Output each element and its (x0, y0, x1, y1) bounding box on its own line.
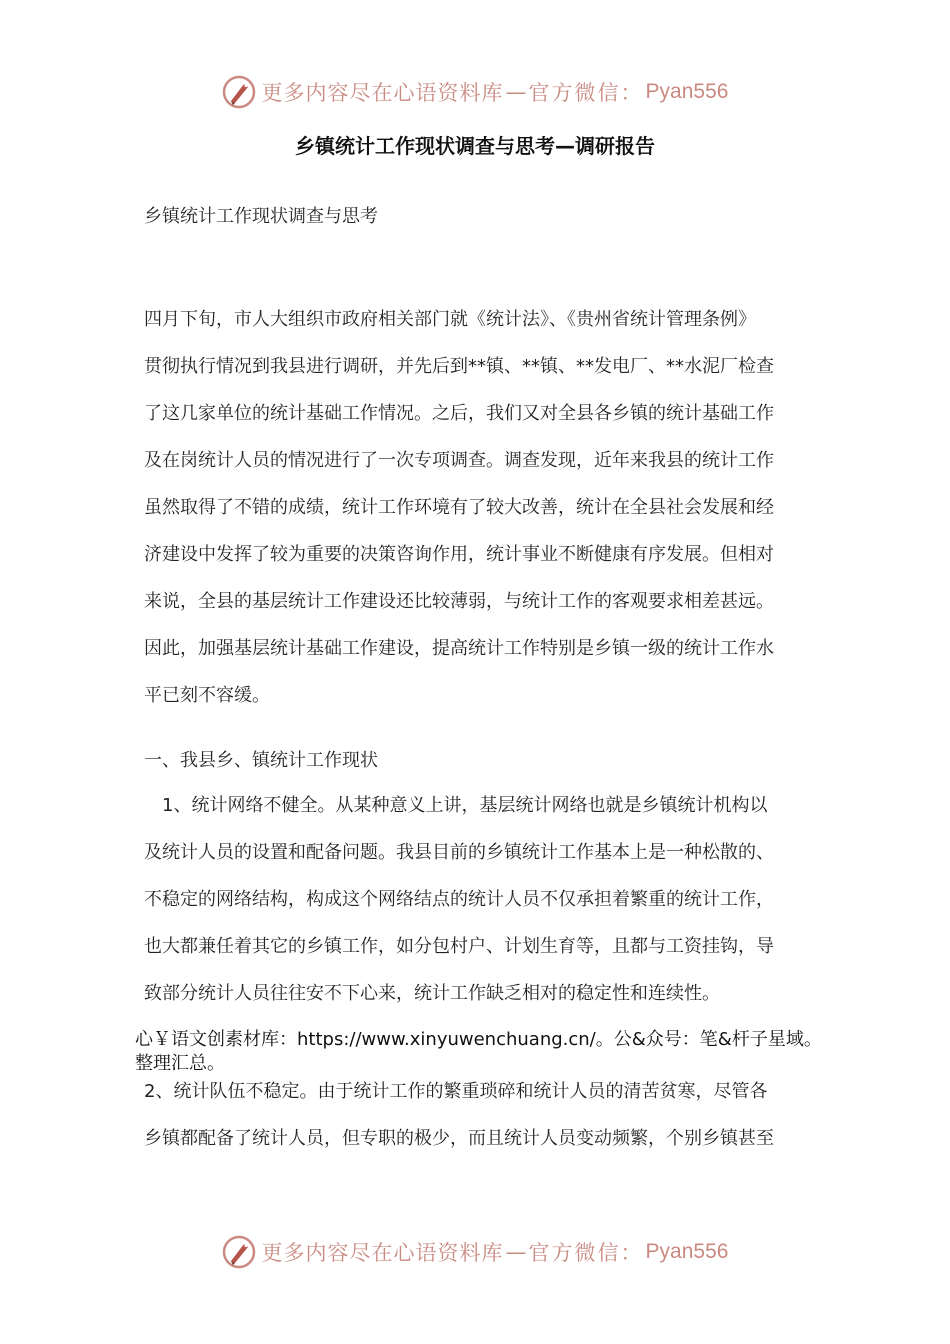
footer-banner (0, 1232, 950, 1272)
paragraph-line: 贯彻执行情况到我县进行调研，并先后到**镇、**镇、**发电厂、**水泥厂检查 (144, 356, 774, 377)
paragraph-line: 不稳定的网络结构，构成这个网络结点的统计人员不仅承担着繁重的统计工作， (144, 889, 774, 910)
paragraph-line: 2、统计队伍不稳定。由于统计工作的繁重琐碎和统计人员的清苦贫寒，尽管各 (144, 1081, 768, 1102)
paragraph-line: 因此，加强基层统计基础工作建设，提高统计工作特别是乡镇一级的统计工作水 (144, 638, 774, 659)
point-1-paragraph (144, 782, 824, 1017)
document-subtitle: 乡镇统计工作现状调查与思考 (144, 206, 378, 227)
header-banner (0, 72, 950, 112)
pen-logo-icon (222, 1235, 256, 1269)
paragraph-line: 及统计人员的设置和配备问题。我县目前的乡镇统计工作基本上是一种松散的、 (144, 842, 774, 863)
paragraph-line: 平已刻不容缓。 (144, 685, 270, 706)
paragraph-line: 也大都兼任着其它的乡镇工作，如分包村户、计划生育等，且都与工资挂钩，导 (144, 936, 774, 957)
banner-site-text: 更多内容尽在心语资料库 (261, 1241, 504, 1265)
paragraph-line: 虽然取得了不错的成绩，统计工作环境有了较大改善，统计在全县社会发展和经 (144, 497, 774, 518)
section-heading: 一、我县乡、镇统计工作现状 (144, 750, 378, 771)
paragraph-line: 致部分统计人员往往安不下心来，统计工作缺乏相对的稳定性和连续性。 (144, 983, 720, 1004)
paragraph-line: 济建设中发挥了较为重要的决策咨询作用，统计事业不断健康有序发展。但相对 (144, 544, 774, 565)
paragraph-line: 乡镇都配备了统计人员，但专职的极少，而且统计人员变动频繁，个别乡镇甚至 (144, 1128, 774, 1149)
pen-logo-icon (222, 75, 256, 109)
promo-text: 心￥语文创素材库：https://www.xinyuwenchuang.cn/。公&众号：笔&杆子星域。整理汇总。 (135, 1029, 822, 1074)
paragraph-line: 及在岗统计人员的情况进行了一次专项调查。调查发现，近年来我县的统计工作 (144, 450, 774, 471)
banner-wechat-label: 官方微信： (528, 81, 644, 105)
banner-wechat-id: Pyan556 (645, 80, 729, 103)
banner-separator: — (505, 1240, 527, 1264)
banner-separator: — (505, 80, 527, 104)
banner-site-text: 更多内容尽在心语资料库 (261, 81, 504, 105)
point-2-paragraph (144, 1068, 824, 1162)
banner-wechat-label: 官方微信： (528, 1241, 644, 1265)
paragraph-line: 来说，全县的基层统计工作建设还比较薄弱，与统计工作的客观要求相差甚远。 (144, 591, 774, 612)
paragraph-line: 了这几家单位的统计基础工作情况。之后，我们又对全县各乡镇的统计基础工作 (144, 403, 774, 424)
intro-paragraph (144, 296, 824, 719)
document-title: 乡镇统计工作现状调查与思考—调研报告 (295, 134, 655, 158)
paragraph-line: 四月下旬，市人大组织市政府相关部门就《统计法》、《贵州省统计管理条例》 (144, 309, 756, 330)
paragraph-line: 1、统计网络不健全。从某种意义上讲，基层统计网络也就是乡镇统计机构以 (162, 795, 768, 816)
banner-wechat-id: Pyan556 (645, 1240, 729, 1263)
